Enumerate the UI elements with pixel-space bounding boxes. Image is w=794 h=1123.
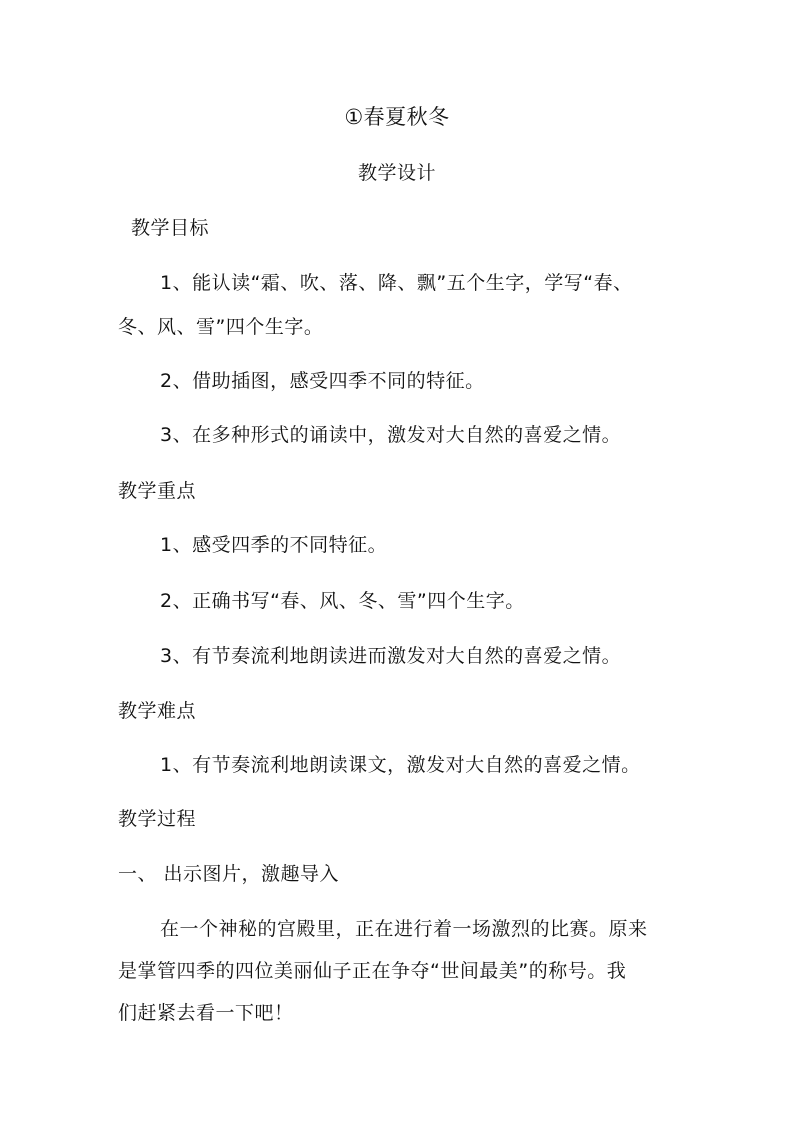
objective-line: 冬、风、雪”四个生字。 <box>118 316 324 338</box>
key-point-line: 3、有节奏流利地朗读进而激发对大自然的喜爱之情。 <box>160 645 622 667</box>
step-one-heading: 一、 出示图片，激趣导入 <box>118 863 340 885</box>
process-heading: 教学过程 <box>118 808 197 830</box>
key-points-heading: 教学重点 <box>118 480 197 502</box>
difficulty-line: 1、有节奏流利地朗读课文，激发对大自然的喜爱之情。 <box>160 754 641 776</box>
step-one-text-line: 在一个神秘的宫殿里，正在进行着一场激烈的比赛。原来 <box>160 918 648 940</box>
objective-line: 2、借助插图，感受四季不同的特征。 <box>160 370 485 392</box>
key-point-line: 2、正确书写“春、风、冬、雪”四个生字。 <box>160 590 525 612</box>
objective-line: 3、在多种形式的诵读中，激发对大自然的喜爱之情。 <box>160 424 622 446</box>
document-subtitle: 教学设计 <box>357 162 436 184</box>
step-one-text-line: 是掌管四季的四位美丽仙子正在争夺“世间最美”的称号。我 <box>118 960 627 982</box>
difficulties-heading: 教学难点 <box>118 700 197 722</box>
step-one-text-line: 们赶紧去看一下吧！ <box>118 1002 294 1024</box>
document-title: ①春夏秋冬 <box>344 105 450 129</box>
objectives-heading: 教学目标 <box>131 217 210 239</box>
objective-line: 1、能认读“霜、吹、落、降、飘”五个生字，学写“春、 <box>160 272 633 294</box>
key-point-line: 1、感受四季的不同特征。 <box>160 534 388 556</box>
